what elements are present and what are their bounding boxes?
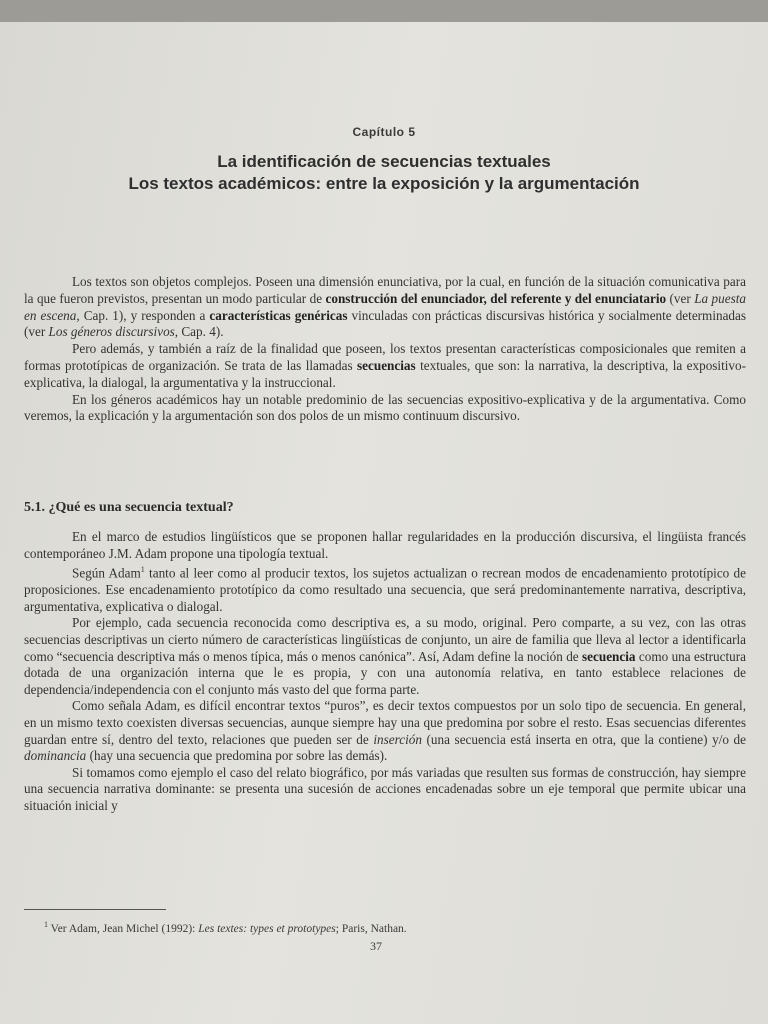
section-paragraph-3: Por ejemplo, cada secuencia reconocida como descriptiva es, a su modo, original. Pero comparte, a su vez, con las otras secuencias descriptivas un cierto número de características lingüísticas de conjunto, un aire de familia que lleva al lector a identificarla como “secuencia descriptiva más o menos típica, más o menos canónica”. Así, Adam define la noción de secuencia como una estructura dotada de una organización interna que le es propia, y con una autonomía relativa, en tanto establece relaciones de dependencia/independencia con el conjunto más vasto del que forma parte. [24,615,746,697]
chapter-title-line-2: Los textos académicos: entre la exposición y la argumentación [128,174,640,193]
footnote-ref: 1 [140,565,145,575]
footnote-divider [24,909,166,910]
chapter-title-line-1: La identificación de secuencias textuales [217,152,551,171]
intro-paragraph-3: En los géneros académicos hay un notable predominio de las secuencias expositivo-explicativa y de la argumentativa. Como veremos, la explicación y la argumentación son dos polos de un mismo continuum discursivo. [24,391,746,424]
chapter-label: Capítulo 5 [352,125,416,139]
page-top-shadow [0,0,768,22]
intro-text [24,274,746,425]
section-paragraph-2: Según Adam$^1$ tanto al leer como al producir textos, los sujetos actualizan o recrean modos de encadenamiento prototípico de proposiciones. Ese encadenamiento prototípico da como resultado una secuencia, que será predominantemente narrativa, descriptiva, argumentativa, explicativa o dialogal. [24,565,747,614]
section-heading: 5.1. ¿Qué es una secuencia textual? [24,500,234,515]
footnote: $^1$ Ver Adam, Jean Michel (1992): Les textes: types et prototypes; Paris, Nathan. [44,920,407,935]
section-text [24,529,746,814]
section-paragraph-5: Si tomamos como ejemplo el caso del relato biográfico, por más variadas que resulten sus formas de construcción, hay siempre una secuencia narrativa dominante: se presenta una sucesión de acciones encadenadas sobre un eje temporal que permite ubicar una situación inicial y [24,764,746,813]
intro-paragraph-2: Pero además, y también a raíz de la finalidad que poseen, los textos presentan características composicionales que remiten a formas prototípicas de organización. Se trata de las llamadas secuencias textuales, que son: la narrativa, la descriptiva, la expositivo-explicativa, la dialogal, la argumentativa y la instruccional. [24,341,746,390]
section-paragraph-1: En el marco de estudios lingüísticos que se proponen hallar regularidades en la producción discursiva, el lingüista francés contemporáneo J.M. Adam propone una tipología textual. [24,529,746,561]
section-paragraph-4: Como señala Adam, es difícil encontrar textos “puros”, es decir textos compuestos por un solo tipo de secuencia. En general, en un mismo texto coexisten diversas secuencias, aunque siempre hay una que predomina por sobre el resto. Esas secuencias diferentes guardan entre sí, dentro del texto, relaciones que pueden ser de inserción (una secuencia está inserta en otra, que la contiene) y/o de dominancia (hay una secuencia que predomina por sobre las demás). [24,698,746,764]
chapter-title [0,151,768,195]
intro-paragraph-1: Los textos son objetos complejos. Poseen una dimensión enunciativa, por la cual, en función de la situación comunicativa para la que fueron previstos, presentan un modo particular de construcción del enunciador, del referente y del enunciatario (ver La puesta en escena, Cap. 1), y responden a características genéricas vinculadas con prácticas discursivas histórica y socialmente determinadas (ver Los géneros discursivos, Cap. 4). [24,274,747,340]
page-number: 37 [370,939,382,953]
